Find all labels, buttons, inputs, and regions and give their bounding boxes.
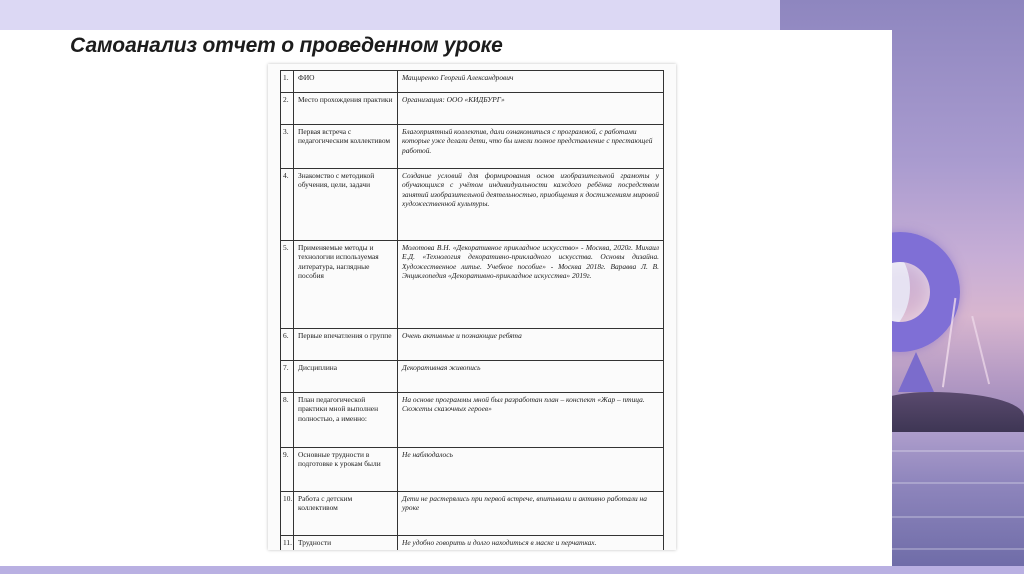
row-answer: Не удобно говорить и долго находиться в маске и перчатках. <box>398 536 664 551</box>
row-question: Первая встреча с педагогическим коллективом <box>294 125 398 169</box>
row-number: 2. <box>281 93 294 125</box>
row-number: 8. <box>281 393 294 448</box>
row-number: 1. <box>281 71 294 93</box>
row-answer: Организация: ООО «КИДБУРГ» <box>398 93 664 125</box>
row-answer: Молотова В.Н. «Декоративное прикладное искусство» - Москва, 2020г. Михаил Е.Д. «Технология декоративно-прикладного искусства. Основы дизайна. Художественное литье. Учебное пособие» - Москва 2018г. Варавва Л. В. Энциклопедия «Декоративно-прикладное искусства» 2019г. <box>398 241 664 329</box>
row-answer: Создание условий для формирования основ изобразительной грамоты у обучающихся с учётом индивидуальности каждого ребёнка посредством занятий изобразительной деятельностью, приобщения к достижениям мировой художественной культуры. <box>398 169 664 241</box>
row-question: Трудности <box>294 536 398 551</box>
row-answer: Мащиренко Георгий Александрович <box>398 71 664 93</box>
row-number: 9. <box>281 448 294 492</box>
table-row <box>281 71 664 93</box>
table-row <box>281 492 664 536</box>
row-question: План педагогической практики мной выполнен полностью, а именно: <box>294 393 398 448</box>
table-row <box>281 93 664 125</box>
row-answer: Очень активные и познающие ребята <box>398 329 664 361</box>
cone-shape <box>898 352 934 392</box>
table-row <box>281 361 664 393</box>
row-number: 11. <box>281 536 294 551</box>
table-row <box>281 393 664 448</box>
row-answer: Декоративная живопись <box>398 361 664 393</box>
row-number: 5. <box>281 241 294 329</box>
report-table <box>280 70 664 550</box>
row-number: 3. <box>281 125 294 169</box>
row-question: Дисциплина <box>294 361 398 393</box>
row-answer: На основе программы мной был разработан план – конспект «Жар – птица. Сюжеты сказочных героев» <box>398 393 664 448</box>
table-row <box>281 241 664 329</box>
row-number: 4. <box>281 169 294 241</box>
row-question: Применяемые методы и технологии используемая литература, наглядные пособия <box>294 241 398 329</box>
row-question: Знакомство с методикой обучения, цели, задачи <box>294 169 398 241</box>
table-row <box>281 448 664 492</box>
row-question: Основные трудности в подготовке к урокам были <box>294 448 398 492</box>
row-number: 7. <box>281 361 294 393</box>
table-row <box>281 169 664 241</box>
row-answer: Дети не растерялись при первой встрече, впитывали и активно работали на уроке <box>398 492 664 536</box>
row-number: 10. <box>281 492 294 536</box>
table-row <box>281 536 664 551</box>
rock-island <box>870 392 1024 432</box>
bottom-accent-bar <box>0 566 1024 574</box>
table-row <box>281 329 664 361</box>
row-number: 6. <box>281 329 294 361</box>
top-accent-bar <box>0 0 780 30</box>
row-question: Место прохождения практики <box>294 93 398 125</box>
slide-title: Самоанализ отчет о проведенном уроке <box>70 34 503 57</box>
table-row <box>281 125 664 169</box>
row-question: Первые впечатления о группе <box>294 329 398 361</box>
row-question: Работа с детским коллективом <box>294 492 398 536</box>
document-scan <box>268 64 676 550</box>
row-answer: Благоприятный коллектив, дали ознакомиться с программой, с работами которые уже делали дети, что бы имели полное представление с престающей работой. <box>398 125 664 169</box>
row-question: ФИО <box>294 71 398 93</box>
row-answer: Не наблюдалось <box>398 448 664 492</box>
